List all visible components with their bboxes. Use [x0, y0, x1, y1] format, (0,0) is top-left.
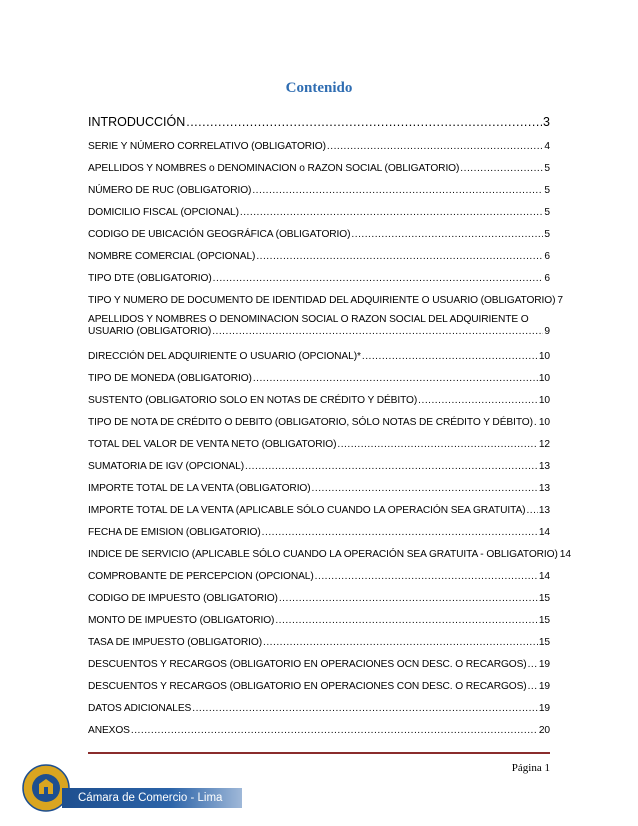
toc-entry-text-line1: APELLIDOS Y NOMBRES O DENOMINACION SOCIAL O RAZON SOCIAL DEL ADQUIRIENTE O: [88, 314, 529, 325]
toc-entry-page: 5: [544, 229, 550, 240]
toc-entry-text: USUARIO (OBLIGATORIO): [88, 326, 212, 337]
toc-entry-text: DIRECCIÓN DEL ADQUIRIENTE O USUARIO (OPCIONAL)*: [88, 351, 361, 362]
toc-entry[interactable]: [88, 632, 550, 654]
toc-entry-text: MONTO DE IMPUESTO (OBLIGATORIO): [88, 615, 275, 626]
toc-entry-text: SUMATORIA DE IGV (OPCIONAL): [88, 461, 244, 472]
dot-leader: [263, 637, 538, 649]
dot-leader: [253, 373, 538, 385]
toc-entry-page: 13: [538, 461, 550, 472]
toc-entry-page: 19: [538, 659, 550, 670]
toc-entry[interactable]: [88, 412, 550, 434]
dot-leader: [240, 207, 544, 219]
toc-entry-page: 14: [538, 571, 550, 582]
toc-entry-page: 10: [538, 373, 550, 384]
dot-leader: [275, 615, 538, 627]
dot-leader: [528, 681, 538, 693]
toc-entry-text: TIPO DE NOTA DE CRÉDITO O DEBITO (OBLIGATORIO, SÓLO NOTAS DE CRÉDITO Y DÉBITO): [88, 417, 533, 428]
dot-leader: [526, 505, 537, 517]
toc-entry-page: 15: [538, 637, 550, 648]
toc-entry[interactable]: [88, 346, 550, 368]
toc-entry[interactable]: [88, 654, 550, 676]
toc-entry-text: DESCUENTOS Y RECARGOS (OBLIGATORIO EN OPERACIONES OCN DESC. O RECARGOS): [88, 659, 527, 670]
toc-entry[interactable]: [88, 676, 550, 698]
toc-entry[interactable]: [88, 434, 550, 456]
dot-leader: [351, 229, 543, 241]
toc-entry-page: 5: [544, 185, 550, 196]
toc-entry[interactable]: [88, 268, 550, 290]
toc-entry[interactable]: [88, 224, 550, 246]
dot-leader: [312, 483, 538, 495]
toc-entry-text: COMPROBANTE DE PERCEPCION (OPCIONAL): [88, 571, 314, 582]
toc-entry-page: 5: [544, 163, 550, 174]
dot-leader: [186, 116, 542, 128]
dot-leader: [279, 593, 538, 605]
toc-entry-text: CODIGO DE UBICACIÓN GEOGRÁFICA (OBLIGATORIO): [88, 229, 351, 240]
toc-entry-page: 14: [538, 527, 550, 538]
toc-entry-page: 13: [538, 505, 550, 516]
toc-entry-page: 4: [544, 141, 550, 152]
toc-entry[interactable]: [88, 202, 550, 224]
toc-entry-text: TASA DE IMPUESTO (OBLIGATORIO): [88, 637, 262, 648]
toc-entry-text: TIPO DE MONEDA (OBLIGATORIO): [88, 373, 252, 384]
toc-entry-text: NÚMERO DE RUC (OBLIGATORIO): [88, 185, 252, 196]
toc-entry-page: 19: [538, 681, 550, 692]
toc-entry-text: SUSTENTO (OBLIGATORIO SOLO EN NOTAS DE CRÉDITO Y DÉBITO): [88, 395, 418, 406]
toc-entry-page: 6: [544, 251, 550, 262]
dot-leader: [534, 417, 538, 429]
toc-entry-text: TOTAL DEL VALOR DE VENTA NETO (OBLIGATORIO): [88, 439, 337, 450]
dot-leader: [327, 141, 544, 153]
chamber-logo: [22, 764, 222, 816]
toc-entry[interactable]: [88, 158, 550, 180]
toc-entry-page: 7: [557, 295, 563, 306]
toc-entry[interactable]: [88, 246, 550, 268]
toc-entry[interactable]: [88, 368, 550, 390]
dot-leader: [460, 163, 543, 175]
toc-entry-text: SERIE Y NÚMERO CORRELATIVO (OBLIGATORIO): [88, 141, 326, 152]
toc-entry-page: 10: [538, 417, 550, 428]
toc-entry[interactable]: [88, 390, 550, 412]
toc-entry-page: 13: [538, 483, 550, 494]
page-number: Página 1: [511, 762, 550, 774]
toc-entry-text: INTRODUCCIÓN: [88, 115, 186, 129]
toc-entry[interactable]: [88, 610, 550, 632]
toc-entry-text: TIPO DTE (OBLIGATORIO): [88, 273, 212, 284]
dot-leader: [528, 659, 538, 671]
toc-entry-text: IMPORTE TOTAL DE LA VENTA (APLICABLE SÓLO CUANDO LA OPERACIÓN SEA GRATUITA): [88, 505, 526, 516]
dot-leader: [337, 439, 537, 451]
toc-entry-text: NOMBRE COMERCIAL (OPCIONAL): [88, 251, 256, 262]
toc-entry-page: 6: [544, 273, 550, 284]
toc-entry[interactable]: [88, 180, 550, 202]
dot-leader: [245, 461, 538, 473]
toc-entry[interactable]: [88, 588, 550, 610]
toc-entry[interactable]: [88, 720, 550, 742]
table-of-contents: [88, 114, 571, 742]
dot-leader: [252, 185, 543, 197]
toc-entry-page: 19: [538, 703, 550, 714]
toc-entry[interactable]: [88, 114, 550, 136]
toc-entry-page: 20: [538, 725, 550, 736]
toc-entry[interactable]: [88, 500, 550, 522]
dot-leader: [362, 351, 538, 363]
logo-banner: Cámara de Comercio - Lima: [62, 788, 242, 808]
dot-leader: [131, 725, 538, 737]
toc-entry[interactable]: [88, 544, 571, 566]
toc-entry-text: ANEXOS: [88, 725, 130, 736]
toc-entry-page: 15: [538, 615, 550, 626]
toc-entry-text: INDICE DE SERVICIO (APLICABLE SÓLO CUANDO LA OPERACIÓN SEA GRATUITA - OBLIGATORIO): [88, 549, 558, 560]
dot-leader: [256, 251, 543, 263]
toc-title: Contenido: [285, 80, 353, 96]
toc-entry[interactable]: [88, 312, 550, 346]
toc-entry-text: FECHA DE EMISION (OBLIGATORIO): [88, 527, 261, 538]
toc-entry-text: APELLIDOS Y NOMBRES o DENOMINACION o RAZON SOCIAL (OBLIGATORIO): [88, 163, 460, 174]
toc-entry[interactable]: [88, 478, 550, 500]
toc-entry-page: 14: [559, 549, 571, 560]
toc-entry-page: 3: [543, 115, 550, 129]
toc-entry-page: 9: [544, 326, 550, 337]
toc-entry-page: 5: [544, 207, 550, 218]
toc-entry-page: 12: [538, 439, 550, 450]
toc-entry-text: DESCUENTOS Y RECARGOS (OBLIGATORIO EN OPERACIONES CON DESC. O RECARGOS): [88, 681, 527, 692]
dot-leader: [213, 273, 544, 285]
toc-entry-page: 10: [538, 395, 550, 406]
toc-entry-text: CODIGO DE IMPUESTO (OBLIGATORIO): [88, 593, 278, 604]
toc-entry-text: TIPO Y NUMERO DE DOCUMENTO DE IDENTIDAD DEL ADQUIRIENTE O USUARIO (OBLIGATORIO): [88, 295, 556, 306]
toc-entry-page: 10: [538, 351, 550, 362]
toc-entry-text: DOMICILIO FISCAL (OPCIONAL): [88, 207, 239, 218]
dot-leader: [418, 395, 538, 407]
toc-entry[interactable]: [88, 566, 550, 588]
toc-entry[interactable]: [88, 698, 550, 720]
toc-entry[interactable]: [88, 456, 550, 478]
dot-leader: [262, 527, 538, 539]
dot-leader: [315, 571, 538, 583]
dot-leader: [192, 703, 538, 715]
toc-entry-text: IMPORTE TOTAL DE LA VENTA (OBLIGATORIO): [88, 483, 311, 494]
toc-entry-text: DATOS ADICIONALES: [88, 703, 192, 714]
toc-entry-page: 15: [538, 593, 550, 604]
dot-leader: [212, 326, 543, 338]
toc-entry[interactable]: [88, 522, 550, 544]
toc-entry[interactable]: [88, 290, 563, 312]
toc-entry[interactable]: [88, 136, 550, 158]
footer-rule: [88, 752, 550, 754]
